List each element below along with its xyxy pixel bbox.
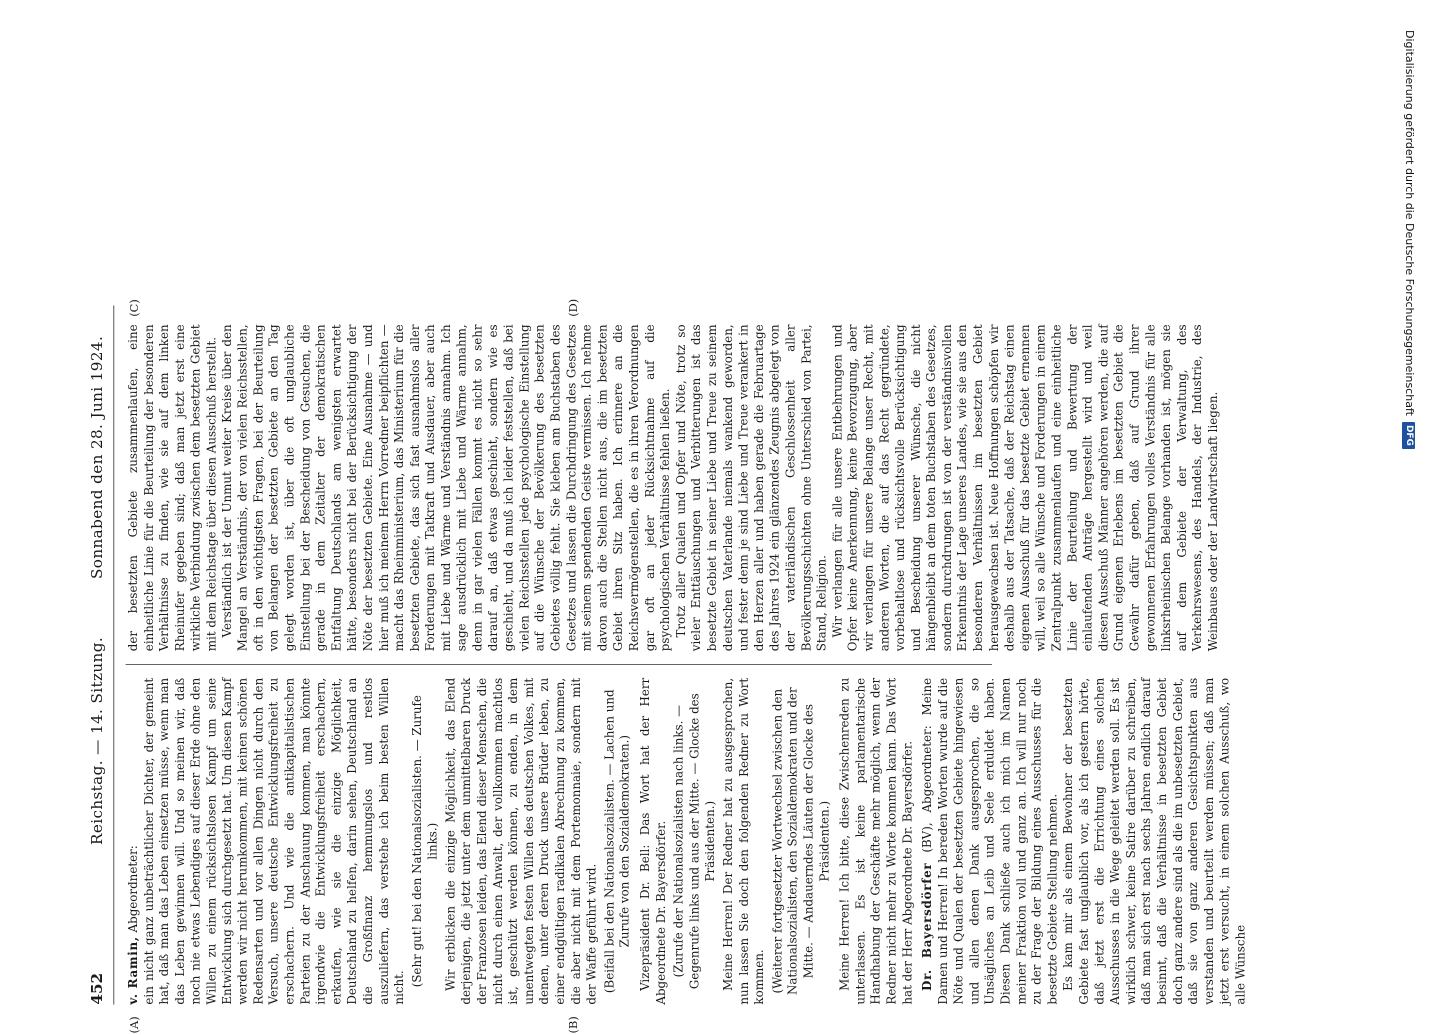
paragraph-text: (BV), Abgeordneter: Meine Damen und Herren! In bereden Worten wurde auf die Nöte und Qualen der besetzten Gebiete hingewiesen und allen denen Dank ausgesprochen, die so Unsägliches an Leib und Seele erduldet haben. Diesen Dank schließe auch ich mich im Namen meiner Fraktion voll und ganz an. Ich will nur noch zu der Frage der Bildung eines Ausschusses für die besetzte Gebiete Stellung nehmen. [920,677,1060,1005]
margin-marker-a: (A) [127,1016,141,1034]
paragraph: der besetzten Gebiete zusammenlaufen, eine einheitliche Linie für die Beurteilung der besonderen Verhältnisse zu finden, wie sie auf dem linken Rheinufer gegeben sind; daß man jetzt erst eine wirkliche Verbindung zwischen dem besetzten Gebiet mit dem Reichstage über diesen Ausschuß herstellt. [126,324,219,652]
paragraph: Trotz aller Qualen und Opfer und Nöte, trotz so vieler Enttäuschungen und Verbitterungen ist das besetzte Gebiet in seiner Liebe und Treue zu seinem deutschen Vaterlande niemals wankend geworden, und fester denn je sind Liebe und Treue verankert in den Herzen aller und haben gerade die Februartage des Jahres 1924 ein glänzendes Zeugnis abgelegt von der vaterländischen Geschlossenheit aller Bevölkerungsschichten ohne Unterschied von Partei, Stand, Religion. [674,324,829,652]
interjection: (Sehr gut! bei den Nationalsozialisten. — Zurufe links.) [410,695,440,988]
session-title: Reichstag. — 14. Sitzung. [87,636,106,845]
paragraph: Wir erblicken die einzige Möglichkeit, das Elend derjenigen, die jetzt unter dem unmittelbaren Druck der Franzosen leiden, das Elend dieser Menschen, die nicht durch einen Anwalt, der vollkommen machtlos ist, geschützt werden können, zu enden, in dem unentwegten festen Willen des deutschen Volkes, mit denen, unter deren Druck unsere Brüder leben, zu einer endgültigen radikalen Abrechnung zu kommen, die aber nicht mit dem Portemonnaie, sondern mit der Waffe geführt wird. [443,677,599,1005]
dfg-logo: DFG [1403,422,1416,449]
speaker-name: Dr. Bayersdörfer [919,862,935,991]
page-number: 452 [87,972,106,1005]
paragraph: Meine Herren! Der Redner hat zu ausgesprochen, nun lassen Sie doch den folgenden Redner zu Wort kommen. [721,677,767,1005]
paragraph: Meine Herren! Ich bitte, diese Zwischenreden zu unterlassen. Es ist keine parlamentarische Handhabung der Geschäfte mehr möglich, wenn der Redner nicht mehr zu Worte kommen kann. Das Wort hat der Herr Abgeordnete Dr. Bayersdörfer. [837,677,915,1005]
interjection: (Zurufe der Nationalsozialisten nach links. — Gegenrufe links und aus der Mitte. — Glocke des Präsidenten.) [672,693,718,990]
margin-marker-d: (D) [566,298,581,317]
margin-marker-b: (B) [566,1016,581,1034]
paragraph: Es kam mir als einem Bewohner der besetzten Gebiete fast unglaublich vor, als ich gestern hörte, daß jetzt erst die Errichtung eines solchen Ausschusses in die Wege geleitet werden soll. Es ist wirklich schwer, keine Satire darüber zu schreiben, daß man sich erst nach sechs Jahren endlich darauf besinnt, daß die Verhältnisse in besetzten Gebiet doch ganz andere sind als die im unbesetzten Gebiet, daß sie von ganz anderen Gesichtspunkten aus verstanden und beurteilt werden müssen; daß man jetzt erst versucht, in einem solchen Ausschuß, wo alle Wünsche [1061,677,1248,1005]
credit-text: Digitalisierung gefördert durch die Deutsche Forschungsgemeinschaft [1403,30,1416,416]
interjection: (Beifall bei den Nationalsozialisten. — Lachen und Zurufe von den Sozialdemokraten.) [602,689,633,994]
paragraph: Vizepräsident Dr. Bell: Das Wort hat der Herr Abgeordnete Dr. Bayersdörfer. [638,677,668,1005]
session-date: Sonnabend den 28. Juni 1924. [87,335,106,579]
paragraph: Wir verlangen für alle unsere Entbehrungen und Opfer keine Anerkennung, keine Bevorzugung, aber wir verlangen für unsere Belange unser Recht, mit anderen Worten, die auf das Recht gegründete, vorbehaltlose und rücksichtsvolle Berücksichtigung und Bescheidung unserer Wünsche, die nicht hängenbleibt an dem toten Buchstaben des Gesetzes, sondern durchdrungen ist von der verständnisvollen Erkenntnis der Lage unseres Landes, wie sie aus den besonderen Verhältnissen im besetzten Gebiet herausgewachsen ist. Neue Hoffnungen schöpfen wir deshalb aus der Tatsache, daß der Reichstag einen eigenen Ausschuß für das besetzte Gebiet ernennen will, weil so alle Wünsche und Forderungen in einem Zentralpunkt zusammenlaufen und eine einheitliche Linie der Beurteilung und Bewertung der einlaufenden Anträge hergestellt wird und weil diesen Ausschuß Männer angehören werden, die auf Grund eigenen Erlebens im besetzten Gebiet die Gewähr dafür geben, daß auf Grund ihrer gewonnenen Erfahrungen volles Verständnis für alle linksrheinischen Belange vorhanden ist, mögen sie auf dem Gebiete der Verwaltung, des Verkehrswesens, des Handels, der Industrie, des Weinbaues oder der Landwirtschaft liegen. [830,324,1220,652]
text-column-right [126,324,1220,652]
interjection: (Weiterer fortgesetzter Wortwechsel zwischen den Nationalsozialisten, den Sozialdemokraten und der Mitte. — Andauerndes Läuten der Glocke des Präsidenten.) [770,687,832,996]
speaker-line [126,678,142,1005]
speaker-name: v. Ramin, [125,936,141,1005]
rotated-newspaper-page [80,275,1248,1035]
text-column-left [125,677,1248,1005]
page-header [80,305,114,1004]
speaker-role: Abgeordneter: [126,845,141,933]
paragraph: Verständlich ist der Unmut weiter Kreise über den Mangel an Verständnis, der von vielen Reichsstellen, oft in den wichtigsten Fragen, bei der Beurteilung von Belangen der besetzten Gebiete an den Tag gelegt worden ist, über die oft unglaubliche Einstellung bei der Bescheidung von Gesuchen, die gerade in dem Zeitalter der demokratischen Entfaltung Deutschlands am wenigsten erwartet hätte, besonders nicht bei der Berücksichtigung der Nöte der besetzten Gebiete. Eine Ausnahme — und hier muß ich meinem Herrn Vorredner beipflichten — macht das Rheinministerium, das Ministerium für die besetzten Gebiete, das sich fast ausnahmslos aller Forderungen mit Tatkraft und Ausdauer, aber auch mit Liebe und Wärme und Verständnis annahm. Ich sage ausdrücklich mit Liebe und Wärme annahm, denn in gar vielen Fällen kommt es nicht so sehr darauf an, daß etwas geschieht, sondern wie es geschieht, und da muß ich leider feststellen, daß bei vielen Reichsstellen jede psychologische Einstellung auf die Wünsche der Bevölkerung des besetzten Gebietes völlig fehlt. Sie kleben am Buchstaben des Gesetzes und lassen die Durchdringung des Gesetzes mit seinem spendenden Geiste vermissen. Ich nehme davon auch die Stellen nicht aus, die im besetzten Gebiet ihren Sitz haben. Ich erinnere an die Reichsvermögenstellen, die es in ihren Verordnungen gar oft an jeder Rücksichtnahme auf die psychologischen Verhältnisse fehlen ließen. [220,324,673,652]
margin-marker-c: (C) [127,299,141,317]
column-divider [126,664,992,665]
paragraph: ein nicht ganz unbeträchtlicher Dichter, der gemeint hat, daß man das Leben einsetzen müsse, wenn man das Leben gewinnen will. Und so meinen wir, daß noch nie etwas Lebendiges auf dieser Erde ohne den Willen zu einem rücksichtslosen Kampf um seine Entwicklung sich durchgesetzt hat. Um diesen Kampf werden wir nicht herumkommen, mit keinen schönen Redensarten und vor allen Dingen nicht durch den Versuch, unsere deutsche Entwicklungsfreiheit zu erschachern. Und wie die antikapitalistischen Parteien zu der Anschauung kommen, man könnte irgendwie die Entwicklungsfreiheit erschachern, erkaufen, wie sie die einzige Möglichkeit, Deutschland zu helfen, darin sehen, Deutschland an die Großfinanz hemmungslos und restlos auszuliefern, das verstehe ich beim besten Willen nicht. [142,677,407,1005]
digitization-credit [1400,30,1418,1010]
speaker-paragraph [920,678,1061,1005]
